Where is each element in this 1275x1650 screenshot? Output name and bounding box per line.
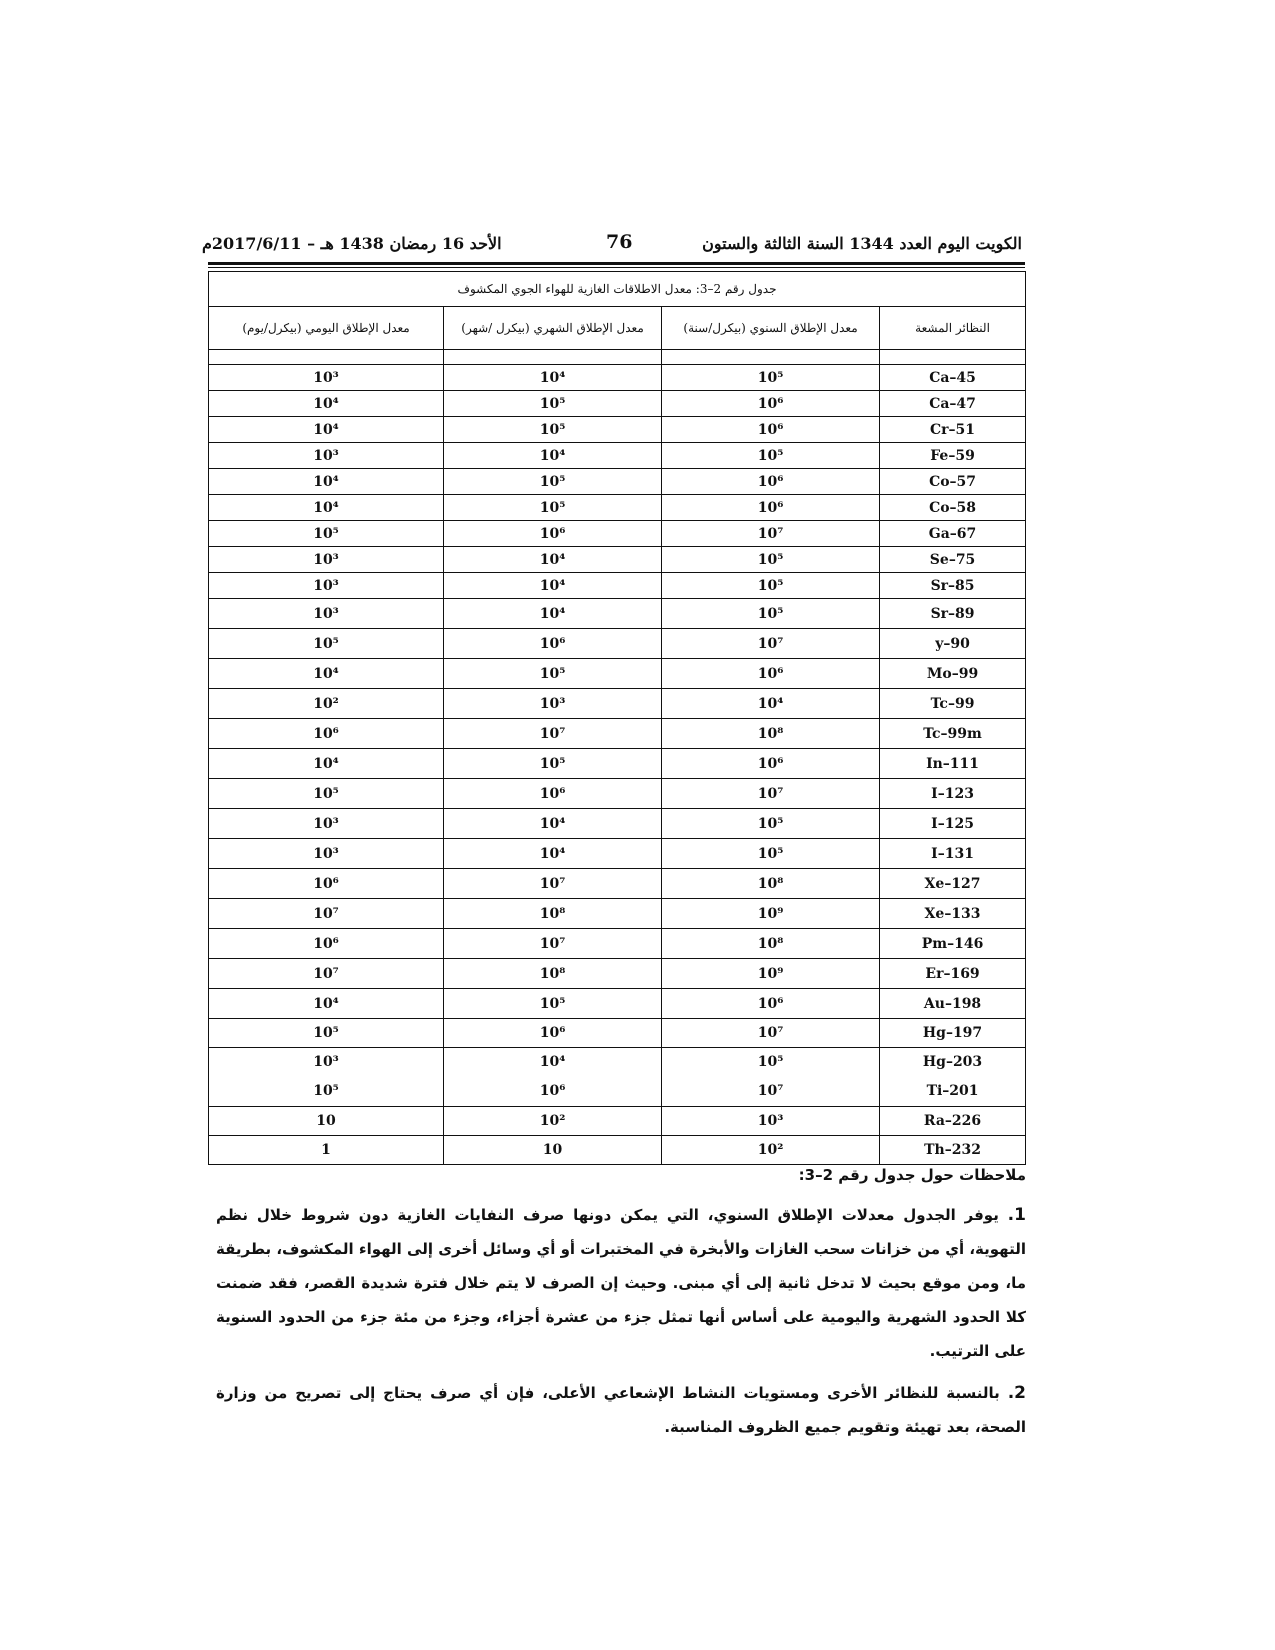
- column-header-monthly: معدل الإطلاق الشهري (بيكرل /شهر): [444, 307, 662, 350]
- note-text: بالنسبة للنظائر الأخرى ومستويات النشاط الإشعاعي الأعلى، فإن أي صرف يحتاج إلى تصريح من وزارة الصحة، بعد تهيئة وتقويم جميع الظروف المناسبة.: [216, 1384, 1026, 1436]
- daily-rate-cell: 10⁵: [209, 629, 444, 659]
- table-row: [209, 1136, 1026, 1165]
- nuclide-cell: I–123: [880, 779, 1026, 809]
- table-row: [209, 495, 1026, 521]
- daily-rate-cell: 10³: [209, 547, 444, 573]
- daily-rate-cell: 10⁴: [209, 989, 444, 1019]
- annual-rate-cell: 10⁴: [662, 689, 880, 719]
- nuclide-cell: Cr–51: [880, 417, 1026, 443]
- nuclide-cell: Sr–89: [880, 599, 1026, 629]
- nuclide-cell: Hg–197: [880, 1019, 1026, 1048]
- stacked-value: Ti–201: [926, 1083, 979, 1099]
- column-header-daily: معدل الإطلاق اليومي (بيكرل/يوم): [209, 307, 444, 350]
- monthly-rate-cell: 10⁶: [444, 521, 662, 547]
- annual-rate-cell: 10⁷: [662, 1019, 880, 1048]
- annual-rate-cell: 10⁶: [662, 749, 880, 779]
- monthly-rate-cell: 10⁴: [444, 573, 662, 599]
- stacked-value: 10⁷: [757, 1083, 784, 1099]
- column-header-nuclide: النظائر المشعة: [880, 307, 1026, 350]
- daily-rate-cell: 10⁶: [209, 929, 444, 959]
- monthly-rate-cell: 10²: [444, 1107, 662, 1136]
- annual-rate-cell: 10⁵: [662, 839, 880, 869]
- monthly-rate-cell: 10⁴: [444, 599, 662, 629]
- monthly-rate-cell: 10⁷: [444, 869, 662, 899]
- monthly-rate-cell: 10⁵: [444, 749, 662, 779]
- page-header: [202, 228, 1022, 258]
- nuclide-cell: Er–169: [880, 959, 1026, 989]
- annual-rate-cell: 10⁵: [662, 365, 880, 391]
- monthly-rate-cell: 10⁴: [444, 547, 662, 573]
- daily-rate-cell: 10⁴: [209, 469, 444, 495]
- daily-rate-cell: 10³: [209, 599, 444, 629]
- nuclide-cell: Ca–45: [880, 365, 1026, 391]
- header-issue-info: الكويت اليوم العدد 1344 السنة الثالثة والستون: [702, 234, 1022, 253]
- monthly-rate-cell: 10⁶: [444, 1019, 662, 1048]
- table-row: [209, 1107, 1026, 1136]
- monthly-rate-cell: 10⁴: [444, 443, 662, 469]
- nuclide-cell: Ga–67: [880, 521, 1026, 547]
- daily-rate-cell: 10²: [209, 689, 444, 719]
- annual-rate-cell: 10⁷: [662, 521, 880, 547]
- daily-rate-cell: 10³: [209, 443, 444, 469]
- monthly-rate-cell: 10⁴: [444, 839, 662, 869]
- table-row: [209, 809, 1026, 839]
- header-date: الأحد 16 رمضان 1438 هـ – 2017/6/11م: [202, 234, 502, 253]
- nuclide-cell: Tc–99m: [880, 719, 1026, 749]
- table-row: [209, 869, 1026, 899]
- stacked-values: [662, 1048, 879, 1106]
- stacked-values: [444, 1048, 661, 1106]
- nuclide-cell: Xe–127: [880, 869, 1026, 899]
- table-row: [209, 689, 1026, 719]
- annual-rate-cell: 10²: [662, 1136, 880, 1165]
- nuclide-cell: Se–75: [880, 547, 1026, 573]
- annual-rate-cell: 10⁵: [662, 809, 880, 839]
- stacked-value: 10⁴: [539, 1054, 566, 1070]
- table-row: [209, 659, 1026, 689]
- note-item: [216, 1198, 1026, 1368]
- daily-rate-cell: 10⁶: [209, 719, 444, 749]
- nuclide-cell: Xe–133: [880, 899, 1026, 929]
- nuclide-cell: Fe–59: [880, 443, 1026, 469]
- table-row: [209, 839, 1026, 869]
- table-row: [209, 365, 1026, 391]
- annual-rate-cell: [662, 1048, 880, 1107]
- stacked-value: 10³: [313, 1054, 339, 1070]
- monthly-rate-cell: 10⁴: [444, 365, 662, 391]
- table-row: [209, 547, 1026, 573]
- monthly-rate-cell: 10⁸: [444, 959, 662, 989]
- nuclide-cell: In–111: [880, 749, 1026, 779]
- daily-rate-cell: [209, 1048, 444, 1107]
- monthly-rate-cell: 10⁵: [444, 391, 662, 417]
- annual-rate-cell: 10⁹: [662, 959, 880, 989]
- daily-rate-cell: 10⁴: [209, 749, 444, 779]
- table-row: [209, 573, 1026, 599]
- annual-rate-cell: 10⁸: [662, 719, 880, 749]
- monthly-rate-cell: 10⁷: [444, 719, 662, 749]
- header-rule-thin: [208, 267, 1025, 268]
- daily-rate-cell: 10³: [209, 365, 444, 391]
- annual-rate-cell: 10⁶: [662, 989, 880, 1019]
- annual-rate-cell: 10⁷: [662, 779, 880, 809]
- table-row: [209, 469, 1026, 495]
- annual-rate-cell: 10⁸: [662, 929, 880, 959]
- nuclide-cell: Co–58: [880, 495, 1026, 521]
- daily-rate-cell: 10³: [209, 839, 444, 869]
- annual-rate-cell: 10⁶: [662, 391, 880, 417]
- nuclide-cell: Pm–146: [880, 929, 1026, 959]
- table-spacer-row: [209, 350, 1026, 365]
- stacked-value: 10⁶: [539, 1083, 566, 1099]
- stacked-value: Hg–203: [922, 1054, 983, 1070]
- nuclide-cell: Ra–226: [880, 1107, 1026, 1136]
- note-item: [216, 1376, 1026, 1444]
- nuclide-cell: Tc–99: [880, 689, 1026, 719]
- nuclide-cell: Au–198: [880, 989, 1026, 1019]
- annual-rate-cell: 10⁵: [662, 443, 880, 469]
- header-rule-thick: [208, 262, 1025, 265]
- table-body: [209, 350, 1026, 1165]
- daily-rate-cell: 10³: [209, 573, 444, 599]
- spacer-cell: [880, 350, 1026, 365]
- annual-rate-cell: 10⁶: [662, 469, 880, 495]
- table-row: [209, 599, 1026, 629]
- daily-rate-cell: 10⁵: [209, 1019, 444, 1048]
- monthly-rate-cell: 10⁸: [444, 899, 662, 929]
- annual-rate-cell: 10⁵: [662, 599, 880, 629]
- stacked-values: [880, 1048, 1025, 1106]
- nuclide-cell: [880, 1048, 1026, 1107]
- stacked-value: 10⁵: [313, 1083, 339, 1099]
- table-row: [209, 443, 1026, 469]
- annual-rate-cell: 10³: [662, 1107, 880, 1136]
- page-number: 76: [606, 231, 633, 253]
- table-row: [209, 1019, 1026, 1048]
- table-caption: جدول رقم 2–3: معدل الاطلاقات الغازية للهواء الجوي المكشوف: [209, 272, 1026, 307]
- nuclide-cell: Mo–99: [880, 659, 1026, 689]
- spacer-cell: [662, 350, 880, 365]
- daily-rate-cell: 10³: [209, 809, 444, 839]
- daily-rate-cell: 10⁶: [209, 869, 444, 899]
- table-row: [209, 1048, 1026, 1107]
- nuclide-cell: I–125: [880, 809, 1026, 839]
- table-row: [209, 929, 1026, 959]
- release-rates-table: [208, 271, 1026, 1165]
- monthly-rate-cell: 10: [444, 1136, 662, 1165]
- note-text: يوفر الجدول معدلات الإطلاق السنوي، التي يمكن دونها صرف النفايات الغازية دون شروط خلال نظم التهوية، أي من خزانات سحب الغازات والأبخرة في المختبرات أو أي وسائل أخرى إلى الهواء المكشوف، بطريقة ما، ومن موقع بحيث لا تدخل ثانية إلى أي مبنى. وحيث إن الصرف لا يتم خلال فترة شديدة القصر، فقد ضمنت كلا الحدود الشهرية واليومية على أساس أنها تمثل جزء من عشرة أجزاء، وجزء من مئة جزء من الحدود السنوية على الترتيب.: [216, 1206, 1026, 1360]
- nuclide-cell: Ca–47: [880, 391, 1026, 417]
- daily-rate-cell: 10⁴: [209, 495, 444, 521]
- stacked-values: [209, 1048, 443, 1106]
- nuclide-cell: I–131: [880, 839, 1026, 869]
- annual-rate-cell: 10⁵: [662, 547, 880, 573]
- monthly-rate-cell: 10⁵: [444, 495, 662, 521]
- monthly-rate-cell: 10⁵: [444, 417, 662, 443]
- daily-rate-cell: 10⁵: [209, 521, 444, 547]
- table-row: [209, 629, 1026, 659]
- note-number: 2.: [1007, 1383, 1026, 1403]
- table-row: [209, 959, 1026, 989]
- table-row: [209, 989, 1026, 1019]
- stacked-value: 10⁵: [757, 1054, 784, 1070]
- nuclide-cell: Co–57: [880, 469, 1026, 495]
- note-number: 1.: [1007, 1205, 1026, 1225]
- daily-rate-cell: 10⁵: [209, 779, 444, 809]
- monthly-rate-cell: [444, 1048, 662, 1107]
- daily-rate-cell: 10⁴: [209, 417, 444, 443]
- table-row: [209, 391, 1026, 417]
- table-row: [209, 749, 1026, 779]
- table-row: [209, 719, 1026, 749]
- monthly-rate-cell: 10⁶: [444, 779, 662, 809]
- nuclide-cell: Sr–85: [880, 573, 1026, 599]
- daily-rate-cell: 10: [209, 1107, 444, 1136]
- monthly-rate-cell: 10⁵: [444, 469, 662, 495]
- column-header-annual: معدل الإطلاق السنوي (بيكرل/سنة): [662, 307, 880, 350]
- spacer-cell: [209, 350, 444, 365]
- monthly-rate-cell: 10⁵: [444, 659, 662, 689]
- annual-rate-cell: 10⁸: [662, 869, 880, 899]
- monthly-rate-cell: 10⁵: [444, 989, 662, 1019]
- monthly-rate-cell: 10⁷: [444, 929, 662, 959]
- table-row: [209, 521, 1026, 547]
- notes-section: [216, 1166, 1026, 1452]
- daily-rate-cell: 10⁷: [209, 959, 444, 989]
- monthly-rate-cell: 10⁴: [444, 809, 662, 839]
- monthly-rate-cell: 10³: [444, 689, 662, 719]
- annual-rate-cell: 10⁵: [662, 573, 880, 599]
- annual-rate-cell: 10⁹: [662, 899, 880, 929]
- table-row: [209, 899, 1026, 929]
- daily-rate-cell: 1: [209, 1136, 444, 1165]
- annual-rate-cell: 10⁶: [662, 417, 880, 443]
- annual-rate-cell: 10⁷: [662, 629, 880, 659]
- notes-title: ملاحظات حول جدول رقم 2–3:: [798, 1166, 1026, 1184]
- daily-rate-cell: 10⁷: [209, 899, 444, 929]
- table-row: [209, 779, 1026, 809]
- nuclide-cell: Th–232: [880, 1136, 1026, 1165]
- annual-rate-cell: 10⁶: [662, 659, 880, 689]
- nuclide-cell: y–90: [880, 629, 1026, 659]
- daily-rate-cell: 10⁴: [209, 659, 444, 689]
- spacer-cell: [444, 350, 662, 365]
- monthly-rate-cell: 10⁶: [444, 629, 662, 659]
- annual-rate-cell: 10⁶: [662, 495, 880, 521]
- daily-rate-cell: 10⁴: [209, 391, 444, 417]
- table-row: [209, 417, 1026, 443]
